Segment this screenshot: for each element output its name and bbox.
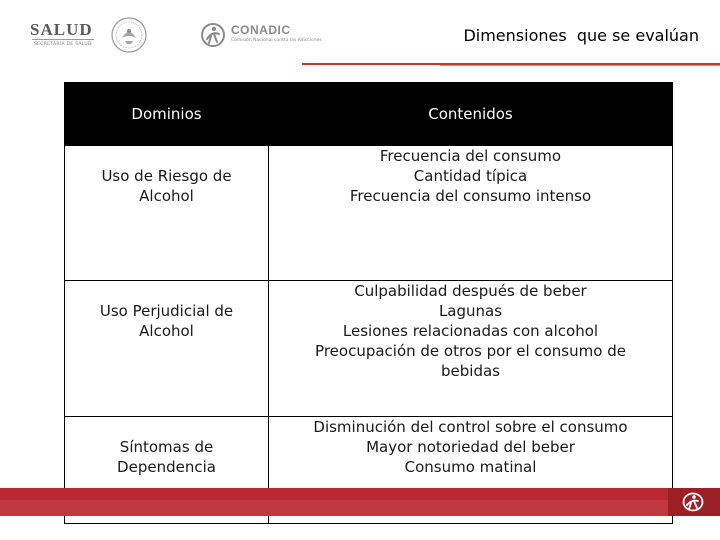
content-line: Culpabilidad después de beber — [354, 282, 587, 300]
title-underline-accent — [440, 65, 720, 66]
content-line: Cantidad típica — [413, 167, 528, 185]
contents-cell — [269, 281, 673, 417]
salud-logo-text: SALUD — [30, 20, 93, 39]
conadic-logo-subtitle: Comisión Nacional contra las Adicciones — [231, 38, 322, 43]
domain-line: Alcohol — [139, 322, 194, 340]
slide-header — [0, 0, 720, 70]
column-header-contenidos: Contenidos — [269, 83, 673, 146]
conadic-footer-icon — [682, 492, 704, 512]
dimensions-table — [64, 82, 673, 524]
footer-bar-highlight — [0, 500, 720, 516]
conadic-emblem-icon — [200, 22, 226, 48]
domain-cell — [65, 281, 269, 417]
domain-line: Síntomas de — [119, 438, 214, 456]
content-line: Mayor notoriedad del beber — [366, 438, 575, 456]
content-line: bebidas — [441, 362, 500, 380]
domain-line: Dependencia — [117, 458, 216, 476]
content-line: Frecuencia del consumo intenso — [349, 187, 592, 205]
page-title: Dimensiones que se evalúan — [463, 26, 699, 45]
table-header-row — [65, 83, 673, 146]
table-row — [65, 146, 673, 281]
conadic-logo — [200, 22, 322, 52]
content-line: Frecuencia del consumo — [379, 147, 562, 165]
content-line: Preocupación de otros por el consumo de — [315, 342, 626, 360]
eagle-seal-icon — [110, 16, 148, 54]
table-row — [65, 281, 673, 417]
domain-line: Uso Perjudicial de — [99, 302, 234, 320]
column-header-dominios: Dominios — [65, 83, 269, 146]
content-line: Lesiones relacionadas con alcohol — [342, 322, 599, 340]
content-line: Lagunas — [438, 302, 503, 320]
domain-line: Alcohol — [139, 187, 194, 205]
salud-logo — [30, 20, 100, 52]
salud-logo-subtitle: SECRETARÍA DE SALUD — [34, 42, 92, 47]
domain-line: Uso de Riesgo de — [101, 167, 232, 185]
contents-cell — [269, 146, 673, 281]
salud-logo-rule — [32, 39, 94, 40]
content-line: Consumo matinal — [404, 458, 537, 476]
domain-cell — [65, 146, 269, 281]
conadic-logo-text: CONADIC — [231, 23, 291, 37]
content-line: Disminución del control sobre el consumo — [313, 418, 628, 436]
